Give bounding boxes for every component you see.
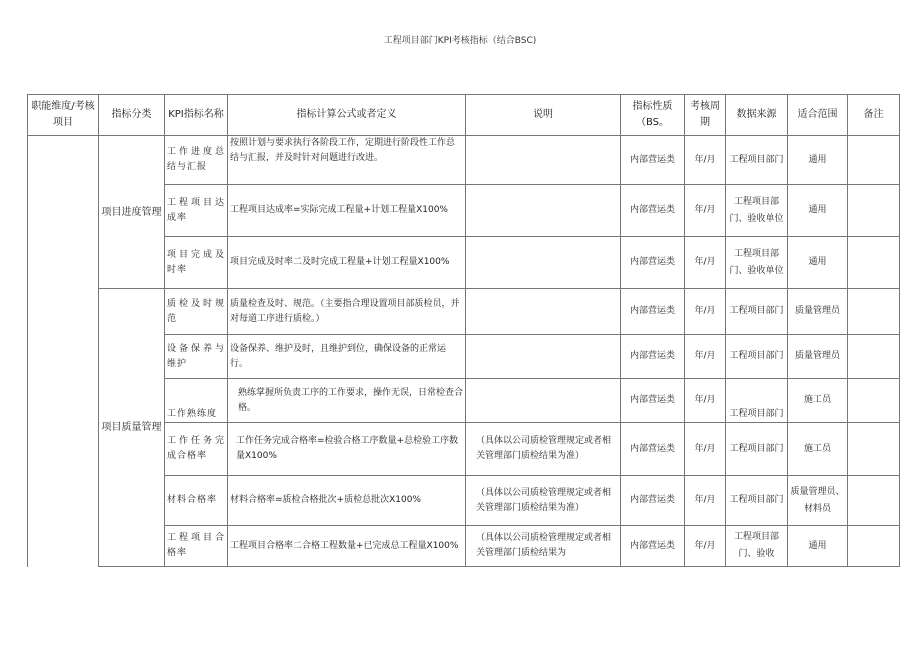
source-cell: 工程项目部门 — [726, 476, 788, 526]
cycle-cell: 年/月 — [685, 379, 726, 423]
formula-cell: 工程项目达成率=实际完成工程量+计划工程量X100% — [228, 185, 466, 237]
source-cell: 工程项目部门 — [726, 379, 788, 423]
remark-cell — [848, 526, 900, 567]
scope-cell: 施工员 — [788, 423, 848, 476]
cycle-cell: 年/月 — [685, 526, 726, 567]
remark-cell — [848, 136, 900, 185]
kpi-name-cell: 工作熟练度 — [165, 379, 228, 423]
formula-cell: 工程项目合格率二合格工程数量+已完成总工程量X100% — [228, 526, 466, 567]
source-cell: 工程项目部门 — [726, 335, 788, 379]
description-cell — [466, 136, 621, 185]
scope-cell: 通用 — [788, 526, 848, 567]
description-cell — [466, 289, 621, 335]
dimension-cell — [28, 136, 99, 567]
header-category: 指标分类 — [99, 95, 165, 136]
source-cell: 工程项目部门、验收 — [726, 526, 788, 567]
kpi-name-cell: 工作进度总结与汇报 — [165, 136, 228, 185]
scope-cell: 质量管理员 — [788, 335, 848, 379]
nature-cell: 内部营运类 — [621, 289, 685, 335]
formula-cell: 工作任务完成合格率=检验合格工序数量+总检验工序数量X100% — [228, 423, 466, 476]
description-cell — [466, 237, 621, 289]
header-description: 说明 — [466, 95, 621, 136]
source-cell: 工程项目部门、验收单位 — [726, 237, 788, 289]
source-cell: 工程项目部门 — [726, 136, 788, 185]
formula-cell: 熟练掌握所负责工序的工作要求，操作无误，日常检查合格。 — [228, 379, 466, 423]
nature-cell: 内部营运类 — [621, 476, 685, 526]
scope-cell: 质量管理员 — [788, 289, 848, 335]
cycle-cell: 年/月 — [685, 237, 726, 289]
formula-cell: 材料合格率=质检合格批次+质检总批次X100% — [228, 476, 466, 526]
cycle-cell: 年/月 — [685, 476, 726, 526]
nature-cell: 内部营运类 — [621, 379, 685, 423]
formula-cell: 按照计划与要求执行各阶段工作，定期进行阶段性工作总结与汇报，并及时针对问题进行改进。 — [228, 136, 466, 185]
header-remark: 备注 — [848, 95, 900, 136]
description-cell: （具体以公司质检管理规定或者相关管理部门质检结果为准） — [466, 476, 621, 526]
cycle-cell: 年/月 — [685, 423, 726, 476]
kpi-name-cell: 工程项目合格率 — [165, 526, 228, 567]
header-source: 数据来源 — [726, 95, 788, 136]
kpi-name-cell: 材料合格率 — [165, 476, 228, 526]
nature-cell: 内部营运类 — [621, 136, 685, 185]
header-cycle: 考核周期 — [685, 95, 726, 136]
source-cell: 工程项目部门 — [726, 423, 788, 476]
header-scope: 适合范围 — [788, 95, 848, 136]
scope-cell: 通用 — [788, 136, 848, 185]
table-row — [28, 289, 900, 335]
remark-cell — [848, 476, 900, 526]
remark-cell — [848, 237, 900, 289]
header-row — [28, 95, 900, 136]
formula-cell: 设备保养、维护及时，且维护到位，确保设备的正常运行。 — [228, 335, 466, 379]
nature-cell: 内部营运类 — [621, 526, 685, 567]
category-cell: 项目进度管理 — [99, 136, 165, 289]
kpi-name-cell: 项目完成及时率 — [165, 237, 228, 289]
description-cell — [466, 185, 621, 237]
remark-cell — [848, 423, 900, 476]
cycle-cell: 年/月 — [685, 289, 726, 335]
nature-cell: 内部营运类 — [621, 237, 685, 289]
scope-cell: 施工员 — [788, 379, 848, 423]
nature-cell: 内部营运类 — [621, 185, 685, 237]
source-cell: 工程项目部门、验收单位 — [726, 185, 788, 237]
formula-cell: 质量检查及时、规范。（主要指合理设置项目部质检员，并对每道工序进行质检。） — [228, 289, 466, 335]
kpi-name-cell: 工程项目达成率 — [165, 185, 228, 237]
kpi-name-cell: 工作任务完成合格率 — [165, 423, 228, 476]
cycle-cell: 年/月 — [685, 136, 726, 185]
remark-cell — [848, 289, 900, 335]
remark-cell — [848, 379, 900, 423]
header-formula: 指标计算公式或者定义 — [228, 95, 466, 136]
scope-cell: 质量管理员、材料员 — [788, 476, 848, 526]
source-cell: 工程项目部门 — [726, 289, 788, 335]
cycle-cell: 年/月 — [685, 185, 726, 237]
formula-cell: 项目完成及时率二及时完成工程量+计划工程量X100% — [228, 237, 466, 289]
nature-cell: 内部营运类 — [621, 335, 685, 379]
header-nature: 指标性质（BS。 — [621, 95, 685, 136]
header-dimension: 职能维度/考核项目 — [28, 95, 99, 136]
description-cell — [466, 379, 621, 423]
scope-cell: 通用 — [788, 185, 848, 237]
nature-cell: 内部营运类 — [621, 423, 685, 476]
kpi-name-cell: 设备保养与维护 — [165, 335, 228, 379]
kpi-name-cell: 质检及时规范 — [165, 289, 228, 335]
remark-cell — [848, 185, 900, 237]
kpi-table — [27, 94, 900, 567]
remark-cell — [848, 335, 900, 379]
header-kpi-name: KPI指标名称 — [165, 95, 228, 136]
scope-cell: 通用 — [788, 237, 848, 289]
category-cell: 项目质量管理 — [99, 289, 165, 567]
description-cell: （具体以公司质检管理规定或者相关管理部门质检结果为 — [466, 526, 621, 567]
description-cell — [466, 335, 621, 379]
table-row — [28, 136, 900, 185]
cycle-cell: 年/月 — [685, 335, 726, 379]
document-title: 工程项目部门KPI考核指标（结合BSC) — [383, 36, 537, 46]
description-cell: （具体以公司质检管理规定或者相关管理部门质检结果为准） — [466, 423, 621, 476]
